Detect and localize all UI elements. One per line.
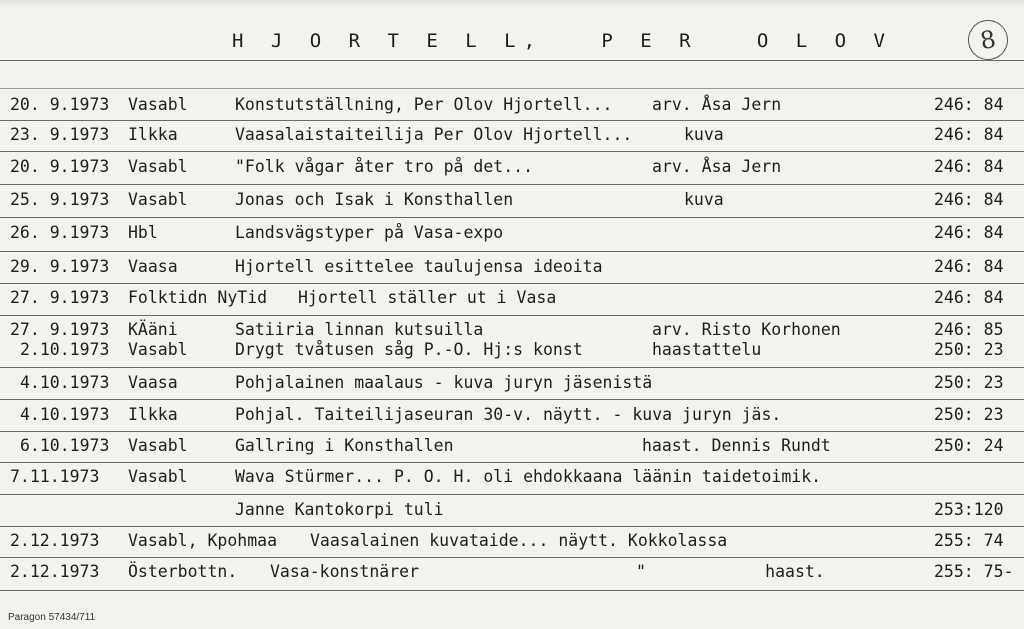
entry-row	[0, 463, 1024, 495]
entry-reference: 250: 23	[934, 373, 1004, 392]
entry-date: 25. 9.1973	[10, 190, 110, 209]
entry-source: Ilkka	[128, 125, 178, 144]
entry-source: Vasabl	[128, 157, 188, 176]
entry-row	[0, 284, 1024, 316]
entry-title: Pohjalainen maalaus - kuva juryn jäsenistä	[235, 373, 653, 392]
entry-source: KÄäni	[128, 320, 178, 339]
entry-title: Jonas och Isak i Konsthallen	[235, 190, 514, 209]
entry-row	[0, 91, 1024, 123]
entry-row	[0, 558, 1024, 590]
entry-title: Vaasalainen kuvataide... näytt. Kokkolassa	[310, 531, 728, 550]
entry-row	[0, 121, 1024, 153]
entry-source: Österbottn.	[128, 562, 238, 581]
entry-note: kuva	[684, 190, 724, 209]
entry-reference: 246: 84	[934, 95, 1004, 114]
entry-date: 27. 9.1973	[10, 288, 110, 307]
divider	[0, 367, 1024, 368]
divider	[0, 88, 1024, 89]
entry-title: Vasa-konstnärer	[270, 562, 420, 581]
entry-title: Hjortell ställer ut i Vasa	[298, 288, 557, 307]
entry-reference: 255: 75-	[934, 562, 1014, 581]
entry-title: "Folk vågar åter tro på det...	[235, 157, 534, 176]
entry-row	[0, 496, 1024, 528]
entry-title: Konstutställning, Per Olov Hjortell...	[235, 95, 613, 114]
entry-date: 2.12.1973	[10, 531, 100, 550]
divider	[0, 251, 1024, 252]
entry-source: Vasabl	[128, 436, 188, 455]
entry-note: arv. Åsa Jern	[652, 157, 782, 176]
entry-reference: 250: 23	[934, 405, 1004, 424]
entry-reference: 250: 24	[934, 436, 1004, 455]
entry-date: 20. 9.1973	[10, 95, 110, 114]
entry-reference: 246: 85	[934, 320, 1004, 339]
entry-reference: 246: 84	[934, 190, 1004, 209]
entry-source: Vaasa	[128, 373, 178, 392]
card-title: H J O R T E L L, P E R O L O V	[232, 30, 893, 52]
entry-source: Vasabl	[128, 95, 188, 114]
entry-row	[0, 219, 1024, 251]
entry-date: 26. 9.1973	[10, 223, 110, 242]
entry-date: 2.12.1973	[10, 562, 100, 581]
divider	[0, 494, 1024, 495]
entry-note: " haast.	[636, 562, 825, 581]
entry-row	[0, 336, 1024, 368]
entry-title: Janne Kantokorpi tuli	[235, 500, 444, 519]
entry-title: Drygt tvåtusen såg P.-O. Hj:s konst	[235, 340, 583, 359]
entry-date: 4.10.1973	[20, 373, 110, 392]
entry-title: Wava Stürmer... P. O. H. oli ehdokkaana läänin taidetoimik.	[235, 467, 822, 486]
entry-note: haast. Dennis Rundt	[642, 436, 831, 455]
entry-source: Hbl	[128, 223, 158, 242]
entry-title: Hjortell esittelee taulujensa ideoita	[235, 257, 603, 276]
entry-source: Vasabl, Kpohmaa	[128, 531, 278, 550]
entry-row	[0, 527, 1024, 559]
entry-note: kuva	[684, 125, 724, 144]
entry-title: Vaasalaistaiteilija Per Olov Hjortell...	[235, 125, 633, 144]
entry-reference: 246: 84	[934, 223, 1004, 242]
entry-row	[0, 401, 1024, 433]
entry-reference: 246: 84	[934, 257, 1004, 276]
entry-date: 29. 9.1973	[10, 257, 110, 276]
entry-date: 7.11.1973	[10, 467, 100, 486]
entry-reference: 246: 84	[934, 157, 1004, 176]
entry-row	[0, 153, 1024, 185]
entry-date: 2.10.1973	[20, 340, 110, 359]
divider	[0, 399, 1024, 400]
divider	[0, 590, 1024, 591]
entry-source: Ilkka	[128, 405, 178, 424]
entry-source: Vasabl	[128, 467, 188, 486]
entry-row	[0, 432, 1024, 464]
card-number-circle: 8	[965, 17, 1011, 63]
card-footer: Paragon 57434/711	[8, 612, 96, 623]
entry-source: Vasabl	[128, 340, 188, 359]
entry-reference: 246: 84	[934, 125, 1004, 144]
entry-source: Folktidn NyTid	[128, 288, 268, 307]
card-top-edge	[0, 0, 1024, 8]
entry-note: arv. Risto Korhonen	[652, 320, 841, 339]
divider	[0, 60, 1024, 61]
entry-date: 6.10.1973	[20, 436, 110, 455]
entry-source: Vasabl	[128, 190, 188, 209]
entry-note: haastattelu	[652, 340, 762, 359]
entry-date: 23. 9.1973	[10, 125, 110, 144]
entry-row	[0, 369, 1024, 401]
entry-row	[0, 186, 1024, 218]
entry-reference: 250: 23	[934, 340, 1004, 359]
entry-reference: 246: 84	[934, 288, 1004, 307]
divider	[0, 184, 1024, 185]
entry-date: 4.10.1973	[20, 405, 110, 424]
entry-source: Vaasa	[128, 257, 178, 276]
divider	[0, 217, 1024, 218]
divider	[0, 151, 1024, 152]
entry-title: Satiiria linnan kutsuilla	[235, 320, 484, 339]
entry-reference: 255: 74	[934, 531, 1004, 550]
entry-note: arv. Åsa Jern	[652, 95, 782, 114]
entry-date: 20. 9.1973	[10, 157, 110, 176]
entry-title: Pohjal. Taiteilijaseuran 30-v. näytt. - kuva juryn jäs.	[235, 405, 782, 424]
entry-row	[0, 253, 1024, 285]
entry-reference: 253:120	[934, 500, 1004, 519]
entry-date: 27. 9.1973	[10, 320, 110, 339]
entry-title: Landsvägstyper på Vasa-expo	[235, 223, 504, 242]
entry-title: Gallring i Konsthallen	[235, 436, 454, 455]
